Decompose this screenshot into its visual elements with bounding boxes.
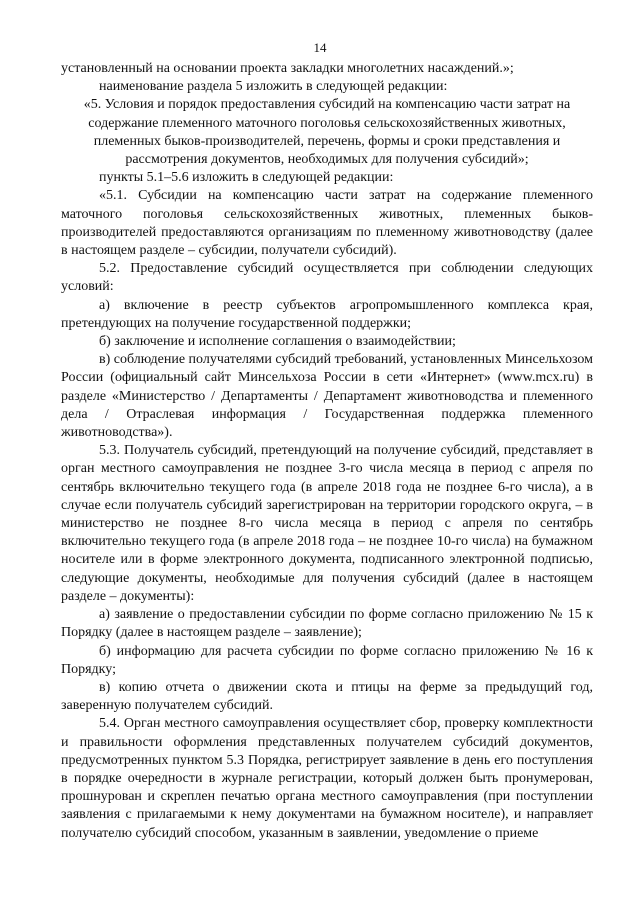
- list-item: б) информацию для расчета субсидии по форме согласно приложению № 16 к Порядку;: [61, 643, 593, 677]
- page-number: 14: [313, 40, 327, 55]
- paragraph: пункты 5.1–5.6 изложить в следующей редакции:: [99, 170, 394, 186]
- paragraph: установленный на основании проекта закладки многолетних насаждений.»;: [61, 61, 514, 76]
- list-item: в) соблюдение получателями субсидий требований, установленных Минсельхозом России (официальный сайт Минсельхоза России в сети «Интернет» (www.mcx.ru) в разделе «Министерство / Департаменты / Департамент животноводства и племенного дела / Отраслевая информация / Государственная поддержка племенного животноводства»).: [61, 352, 593, 441]
- section-heading: «5. Условия и порядок предоставления субсидий на компенсацию части затрат на содержание племенного маточного поголовья сельскохозяйственных животных, племенных быков-производителей, перечень, формы и сроки представления и рассмотрения документов, необходимых для получения субсидий»;: [83, 97, 571, 168]
- list-item: б) заключение и исполнение соглашения о взаимодействии;: [99, 334, 456, 350]
- list-item: а) заявление о предоставлении субсидии по форме согласно приложению № 15 к Порядку (далее в настоящем разделе – заявление);: [61, 607, 593, 641]
- paragraph: наименование раздела 5 изложить в следующей редакции:: [99, 79, 448, 95]
- document-body: [61, 60, 593, 843]
- list-item: а) включение в реестр субъектов агропромышленного комплекса края, претендующих на получение государственной поддержки;: [61, 297, 593, 331]
- paragraph: 5.2. Предоставление субсидий осуществляется при соблюдении следующих условий:: [61, 261, 593, 295]
- paragraph: 5.3. Получатель субсидий, претендующий на получение субсидий, представляет в орган местного самоуправления не позднее 3-го числа месяца в период с апреля по сентябрь включительно текущего года (в апреле 2018 года не позднее 6-го числа), а в случае если получатель субсидий зарегистрирован на территории городского округа, – в министерство не позднее 8-го числа месяца в период с апреля по сентябрь включительно текущего года (в апреле 2018 года – не позднее 10-го числа) на бумажном носителе или в форме электронного документа, подписанного электронной подписью, следующие документы, необходимые для получения субсидий (далее в настоящем разделе – документы):: [61, 443, 593, 604]
- list-item: в) копию отчета о движении скота и птицы на ферме за предыдущий год, заверенную получателем субсидий.: [61, 679, 593, 714]
- paragraph: «5.1. Субсидии на компенсацию части затрат на содержание племенного маточного поголовья сельскохозяйственных животных, племенных быков-производителей предоставляются организациям по племенному животноводству (далее в настоящем разделе – субсидии, получатели субсидий).: [61, 188, 593, 259]
- paragraph: 5.4. Орган местного самоуправления осуществляет сбор, проверку комплектности и правильности оформления представленных получателем субсидий документов, предусмотренных пунктом 5.3 Порядка, регистрирует заявление в день его поступления в порядке очередности в журнале регистрации, который должен быть пронумерован, прошнурован и скреплен печатью органа местного самоуправления (при поступлении заявления с прилагаемыми к нему документами на бумажном носителе), и направляет получателю субсидий способом, указанным в заявлении, уведомление о приеме: [61, 716, 593, 841]
